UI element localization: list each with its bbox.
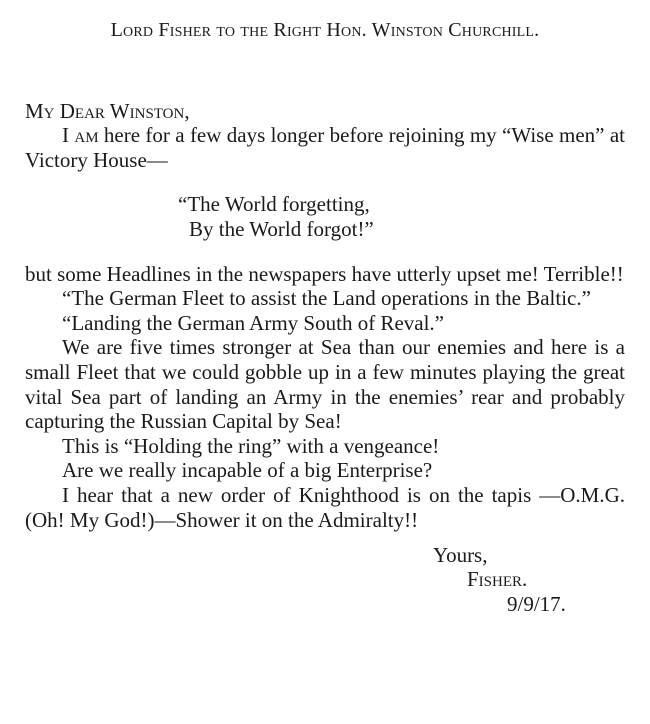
paragraph-knighthood: I hear that a new order of Knighthood is on the tapis —O.M.G. (Oh! My God!)—Shower it on the Admiralty!! — [25, 482, 625, 532]
paragraph-german-fleet: “The German Fleet to assist the Land operations in the Baltic.” — [62, 286, 591, 311]
valediction: Yours, — [433, 543, 488, 568]
opening-small-caps-word: am — [74, 123, 99, 148]
letter-date: 9/9/17. — [507, 592, 566, 617]
paragraph-landing-army: “Landing the German Army South of Reval.” — [62, 310, 444, 335]
opening-rest: here for a few days longer before rejoining my “Wise men” at Victory House— — [25, 123, 626, 172]
opening-first-word: I — [62, 123, 69, 148]
verse-quotation — [178, 192, 625, 241]
salutation: My Dear Winston, — [25, 98, 190, 123]
letter-page — [25, 18, 625, 639]
verse-line-2: By the World forgot!” — [189, 216, 374, 241]
paragraph-holding-the-ring: This is “Holding the ring” with a vengeance! — [62, 433, 440, 458]
signature: Fisher. — [467, 567, 528, 592]
letter-closing — [25, 543, 625, 639]
opening-paragraph — [25, 123, 625, 172]
paragraph-headlines: but some Headlines in the newspapers have utterly upset me! Terrible!! — [25, 261, 624, 286]
paragraph-big-enterprise: Are we really incapable of a big Enterprise? — [62, 458, 433, 483]
letter-heading: Lord Fisher to the Right Hon. Winston Churchill. — [110, 19, 540, 41]
verse-line-1: “The World forgetting, — [178, 192, 370, 217]
paragraph-five-times-stronger: We are five times stronger at Sea than our enemies and here is a small Fleet that we could gobble up in a few minutes playing the great vital Sea part of landing an Army in the enemies’ rear and probably capturing the Russian Capital by Sea! — [25, 335, 625, 434]
